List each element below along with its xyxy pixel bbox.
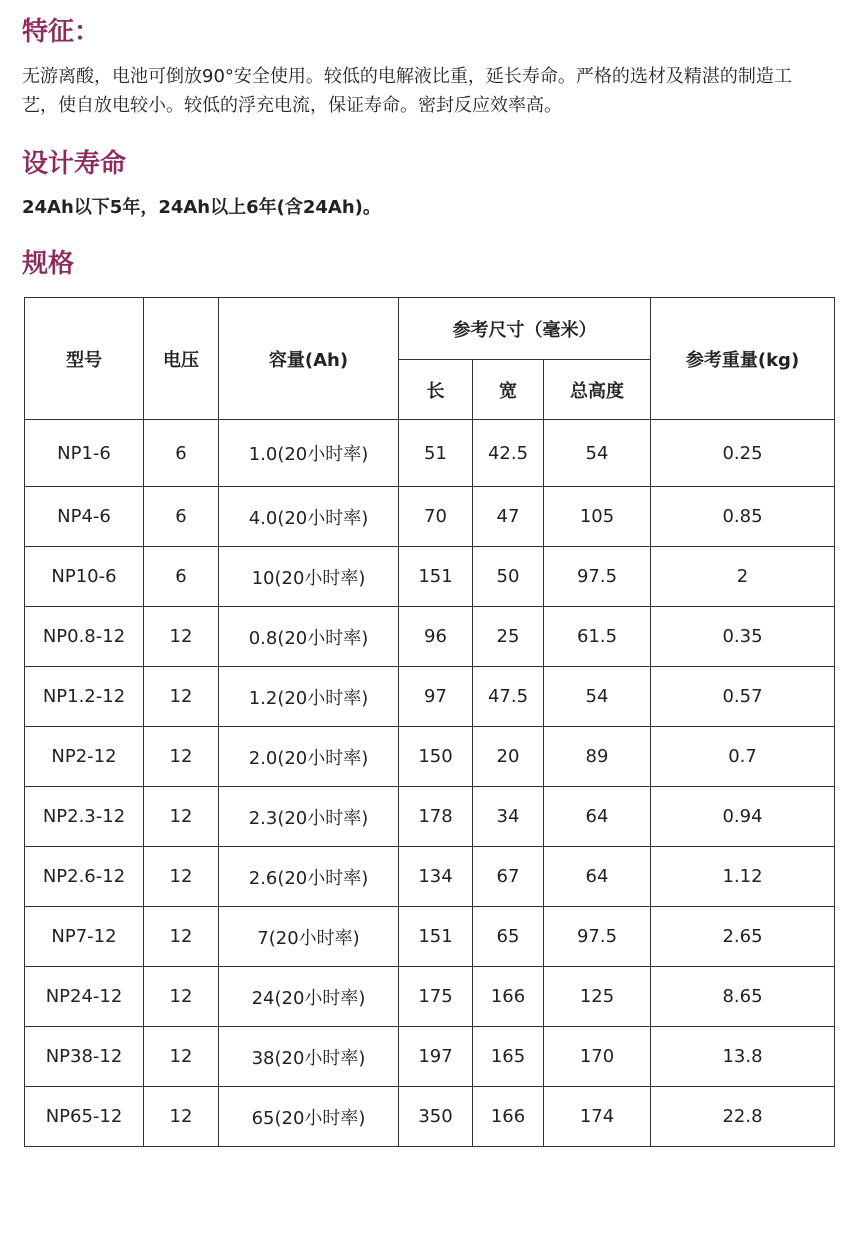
cell-model: NP38-12	[25, 1027, 144, 1087]
cell-length: 178	[399, 787, 473, 847]
cell-voltage: 12	[144, 907, 219, 967]
cell-height: 64	[544, 787, 651, 847]
cell-length: 97	[399, 667, 473, 727]
cell-model: NP2.3-12	[25, 787, 144, 847]
cell-weight: 0.25	[651, 420, 835, 487]
cell-height: 174	[544, 1087, 651, 1147]
header-capacity: 容量(Ah)	[219, 298, 399, 420]
cell-length: 51	[399, 420, 473, 487]
table-row	[25, 787, 835, 847]
cell-length: 175	[399, 967, 473, 1027]
table-row	[25, 847, 835, 907]
cell-length: 150	[399, 727, 473, 787]
cell-voltage: 12	[144, 1087, 219, 1147]
cell-voltage: 6	[144, 487, 219, 547]
specs-table	[24, 297, 835, 1147]
cell-capacity: 65(20小时率)	[219, 1087, 399, 1147]
design-life-heading: 设计寿命	[22, 149, 127, 179]
cell-width: 47.5	[473, 667, 544, 727]
cell-voltage: 12	[144, 847, 219, 907]
cell-voltage: 12	[144, 667, 219, 727]
cell-length: 96	[399, 607, 473, 667]
table-row	[25, 547, 835, 607]
cell-voltage: 12	[144, 607, 219, 667]
cell-width: 47	[473, 487, 544, 547]
cell-height: 105	[544, 487, 651, 547]
header-length: 长	[399, 360, 473, 420]
cell-height: 89	[544, 727, 651, 787]
specs-table-body	[25, 420, 835, 1147]
cell-capacity: 2.6(20小时率)	[219, 847, 399, 907]
cell-model: NP24-12	[25, 967, 144, 1027]
cell-width: 166	[473, 1087, 544, 1147]
table-row	[25, 907, 835, 967]
cell-voltage: 12	[144, 727, 219, 787]
cell-model: NP2-12	[25, 727, 144, 787]
cell-width: 67	[473, 847, 544, 907]
cell-weight: 0.85	[651, 487, 835, 547]
cell-model: NP65-12	[25, 1087, 144, 1147]
cell-voltage: 6	[144, 547, 219, 607]
cell-capacity: 4.0(20小时率)	[219, 487, 399, 547]
cell-length: 134	[399, 847, 473, 907]
cell-capacity: 1.0(20小时率)	[219, 420, 399, 487]
cell-capacity: 0.8(20小时率)	[219, 607, 399, 667]
cell-model: NP7-12	[25, 907, 144, 967]
cell-width: 20	[473, 727, 544, 787]
cell-height: 170	[544, 1027, 651, 1087]
cell-width: 50	[473, 547, 544, 607]
features-text: 无游离酸，电池可倒放90°安全使用。较低的电解液比重，延长寿命。严格的选材及精湛的制造工艺，使自放电较小。较低的浮充电流，保证寿命。密封反应效率高。	[22, 66, 792, 116]
cell-length: 350	[399, 1087, 473, 1147]
header-weight: 参考重量(kg)	[651, 298, 835, 420]
cell-model: NP1-6	[25, 420, 144, 487]
cell-model: NP0.8-12	[25, 607, 144, 667]
cell-capacity: 24(20小时率)	[219, 967, 399, 1027]
cell-weight: 0.57	[651, 667, 835, 727]
cell-weight: 0.35	[651, 607, 835, 667]
table-row	[25, 487, 835, 547]
cell-model: NP10-6	[25, 547, 144, 607]
cell-width: 34	[473, 787, 544, 847]
header-width: 宽	[473, 360, 544, 420]
cell-weight: 22.8	[651, 1087, 835, 1147]
cell-voltage: 12	[144, 787, 219, 847]
cell-height: 64	[544, 847, 651, 907]
cell-model: NP4-6	[25, 487, 144, 547]
cell-weight: 2.65	[651, 907, 835, 967]
features-heading: 特征：	[22, 17, 101, 47]
cell-width: 42.5	[473, 420, 544, 487]
header-voltage: 电压	[144, 298, 219, 420]
cell-height: 97.5	[544, 547, 651, 607]
cell-length: 70	[399, 487, 473, 547]
cell-voltage: 12	[144, 967, 219, 1027]
cell-height: 125	[544, 967, 651, 1027]
header-dimensions: 参考尺寸（毫米）	[399, 298, 651, 360]
cell-model: NP2.6-12	[25, 847, 144, 907]
cell-capacity: 2.0(20小时率)	[219, 727, 399, 787]
cell-weight: 2	[651, 547, 835, 607]
cell-height: 97.5	[544, 907, 651, 967]
cell-width: 166	[473, 967, 544, 1027]
cell-voltage: 6	[144, 420, 219, 487]
header-model: 型号	[25, 298, 144, 420]
table-row	[25, 727, 835, 787]
cell-height: 54	[544, 667, 651, 727]
table-row	[25, 420, 835, 487]
table-row	[25, 1027, 835, 1087]
cell-weight: 0.7	[651, 727, 835, 787]
cell-voltage: 12	[144, 1027, 219, 1087]
design-life-text: 24Ah以下5年，24Ah以上6年(含24Ah)。	[22, 197, 381, 218]
table-row	[25, 607, 835, 667]
cell-width: 65	[473, 907, 544, 967]
cell-weight: 13.8	[651, 1027, 835, 1087]
table-row	[25, 667, 835, 727]
cell-capacity: 1.2(20小时率)	[219, 667, 399, 727]
cell-width: 25	[473, 607, 544, 667]
specs-heading: 规格	[22, 249, 75, 279]
cell-weight: 1.12	[651, 847, 835, 907]
cell-weight: 8.65	[651, 967, 835, 1027]
cell-width: 165	[473, 1027, 544, 1087]
cell-height: 54	[544, 420, 651, 487]
cell-capacity: 38(20小时率)	[219, 1027, 399, 1087]
cell-weight: 0.94	[651, 787, 835, 847]
cell-length: 151	[399, 907, 473, 967]
cell-capacity: 2.3(20小时率)	[219, 787, 399, 847]
header-height: 总高度	[544, 360, 651, 420]
cell-model: NP1.2-12	[25, 667, 144, 727]
cell-height: 61.5	[544, 607, 651, 667]
table-row	[25, 1087, 835, 1147]
cell-length: 151	[399, 547, 473, 607]
table-row	[25, 967, 835, 1027]
cell-length: 197	[399, 1027, 473, 1087]
cell-capacity: 10(20小时率)	[219, 547, 399, 607]
cell-capacity: 7(20小时率)	[219, 907, 399, 967]
